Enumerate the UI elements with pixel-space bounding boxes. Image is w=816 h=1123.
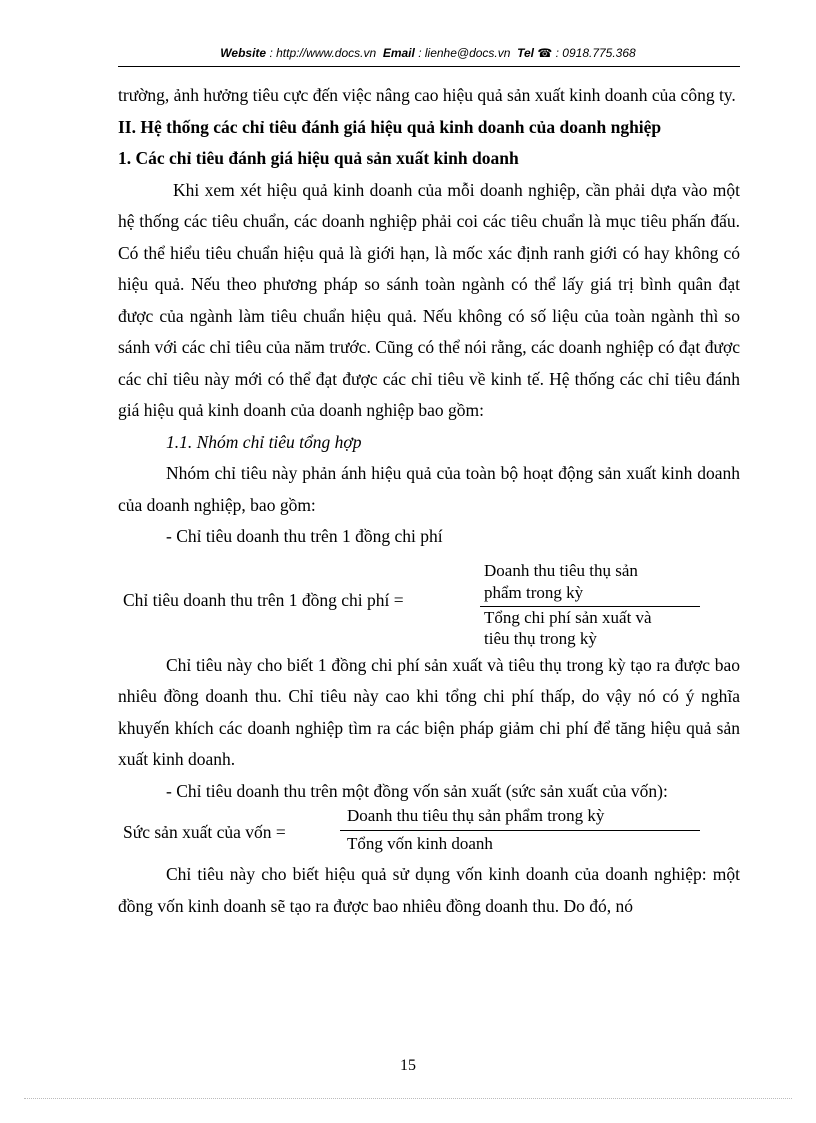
- bullet-capital-productivity: - Chỉ tiêu doanh thu trên một đồng vốn sản xuất (sức sản xuất của vốn):: [166, 780, 668, 801]
- paragraph-capital-productivity-explanation: Chỉ tiêu này cho biết hiệu quả sử dụng vốn kinh doanh của doanh nghiệp: một đồng vốn kinh doanh sẽ tạo ra được bao nhiêu đồng doanh thu. Do đó, nó: [118, 864, 740, 916]
- email-label: Email: [382, 46, 415, 60]
- subheading-1-1: 1.1. Nhóm chỉ tiêu tổng hợp: [166, 431, 362, 452]
- paragraph-summary-group: Nhóm chỉ tiêu này phản ánh hiệu quả của toàn bộ hoạt động sản xuất kinh doanh của doanh nghiệp, bao gồm:: [118, 463, 740, 515]
- paragraph-revenue-per-cost-explanation: Chỉ tiêu này cho biết 1 đồng chi phí sản xuất và tiêu thụ trong kỳ tạo ra được bao nhiêu đồng doanh thu. Chỉ tiêu này cao khi tổng chi phí thấp, do vậy nó có ý nghĩa khuyến khích các doanh nghiệp tìm ra các biện pháp giảm chi phí để tăng hiệu quả sản xuất kinh doanh.: [118, 654, 740, 769]
- header-divider: [118, 66, 740, 67]
- website-label: Website: [220, 46, 267, 60]
- section-heading-ii: II. Hệ thống các chỉ tiêu đánh giá hiệu quả kinh doanh của doanh nghiệp: [118, 116, 662, 137]
- formula-capital-productivity: [118, 803, 740, 859]
- tel-number: ☎ : 0918.775.368: [537, 46, 636, 60]
- footer-divider: [24, 1098, 792, 1099]
- formula-1-denominator-line-2: tiêu thụ trong kỳ: [484, 628, 597, 648]
- page-number: 15: [400, 1057, 416, 1074]
- website-url[interactable]: : http://www.docs.vn: [269, 46, 377, 60]
- formula-2-lhs: Sức sản xuất của vốn =: [123, 822, 286, 842]
- formula-1-lhs: Chỉ tiêu doanh thu trên 1 đồng chi phí =: [123, 589, 404, 610]
- page-header: [118, 46, 738, 60]
- formula-1-denominator-line-1: Tổng chi phí sản xuất và: [484, 607, 652, 627]
- paragraph-continuation: trường, ảnh hưởng tiêu cực đến việc nâng cao hiệu quả sản xuất kinh doanh của công ty.: [118, 85, 736, 105]
- formula-1-numerator-line-2: phẩm trong kỳ: [484, 582, 584, 602]
- page-body: [118, 80, 740, 922]
- formula-2-denominator: Tổng vốn kinh doanh: [347, 834, 493, 853]
- paragraph-criteria: Khi xem xét hiệu quả kinh doanh của mỗi doanh nghiệp, cần phải dựa vào một hệ thống các tiêu chuẩn, các doanh nghiệp phải coi các tiêu chuẩn là mục tiêu phấn đấu. Có thể hiểu tiêu chuẩn hiệu quả là giới hạn, là mốc xác định ranh giới có hay không có hiệu quả. Nếu theo phương pháp so sánh toàn ngành có thể lấy giá trị bình quân đạt được của ngành làm tiêu chuẩn hiệu quả. Nếu không có số liệu của toàn ngành thì so sánh với các chỉ tiêu của năm trước. Cũng có thể nói rằng, các doanh nghiệp có đạt được các chỉ tiêu này mới có thể đạt được các chỉ tiêu về kinh tế. Hệ thống các chỉ tiêu đánh giá hiệu quả kinh doanh của doanh nghiệp bao gồm:: [118, 179, 740, 420]
- section-heading-1: 1. Các chỉ tiêu đánh giá hiệu quả sản xuất kinh doanh: [118, 148, 519, 168]
- formula-2-numerator: Doanh thu tiêu thụ sản phẩm trong kỳ: [347, 806, 605, 825]
- formula-revenue-per-cost: [118, 553, 740, 650]
- formula-1-numerator-line-1: Doanh thu tiêu thụ sản: [484, 560, 638, 580]
- formula-2-fraction-bar: [340, 830, 700, 831]
- tel-label: Tel: [517, 46, 534, 60]
- email-address[interactable]: : lienhe@docs.vn: [418, 46, 511, 60]
- bullet-revenue-per-cost: - Chỉ tiêu doanh thu trên 1 đồng chi phí: [166, 526, 443, 546]
